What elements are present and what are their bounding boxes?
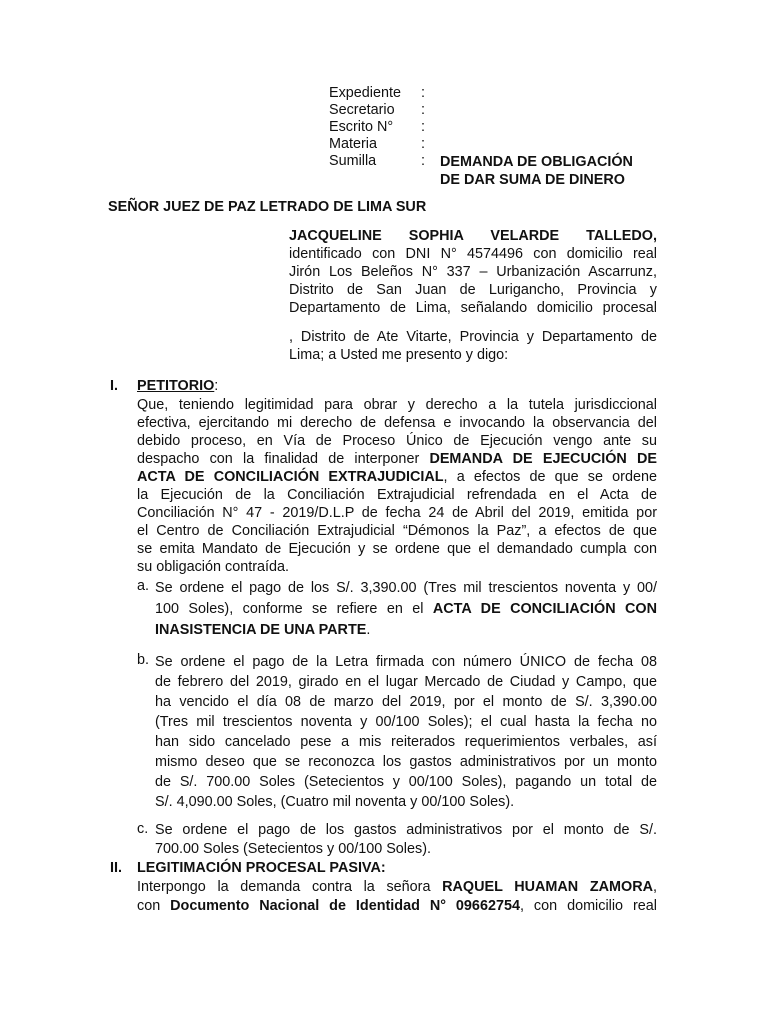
- header-colon: :: [421, 102, 425, 118]
- bold-run: RAQUEL HUAMAN ZAMORA: [442, 879, 653, 895]
- plaintiff-line: identificado con DNI N° 4574496 con domicilio real: [289, 246, 657, 262]
- text-run: 100 Soles), conforme se refiere en el: [155, 601, 433, 617]
- item-line: mismo deseo que se reconozca los gastos administrativos por un monto: [155, 754, 657, 770]
- bold-run: DEMANDA DE EJECUCIÓN DE: [429, 451, 657, 467]
- section-2-title: LEGITIMACIÓN PROCESAL PASIVA:: [137, 860, 386, 876]
- bold-run: INASISTENCIA DE UNA PARTE: [155, 622, 367, 638]
- item-c-letter: c.: [137, 821, 149, 837]
- plaintiff-line: Departamento de Lima, señalando domicilio procesal: [289, 300, 657, 316]
- paragraph-line: se emita Mandato de Ejecución y se ordene que el demandado cumpla con: [137, 541, 657, 557]
- item-line: ha vencido el día 08 de marzo del 2019, por el monto de S/. 3,390.00: [155, 694, 657, 710]
- text-run: despacho con la finalidad de interponer: [137, 451, 430, 467]
- header-label: Escrito N°: [329, 119, 394, 135]
- bold-run: Documento Nacional de Identidad N° 09662754: [170, 898, 520, 914]
- item-b-letter: b.: [137, 652, 150, 668]
- section-1-colon: :: [214, 378, 219, 394]
- section-1-title: PETITORIO: [137, 378, 215, 394]
- plaintiff-name: JACQUELINE SOPHIA VELARDE TALLEDO,: [289, 228, 657, 244]
- item-line: S/. 4,090.00 Soles, (Cuatro mil noventa y 00/100 Soles).: [155, 794, 515, 810]
- item-line: de S/. 700.00 Soles (Setecientos y 00/100 Soles), pagando un total de: [155, 774, 657, 790]
- section-1-number: I.: [110, 378, 118, 394]
- item-line: 700.00 Soles (Setecientos y 00/100 Soles).: [155, 841, 431, 857]
- section-1-heading: [137, 378, 218, 394]
- header-label: Materia: [329, 136, 377, 152]
- header-colon: :: [421, 85, 425, 101]
- paragraph-line: [137, 878, 657, 897]
- item-line: (Tres mil trescientos noventa y 00/100 Soles); el cual hasta la fecha no: [155, 714, 657, 730]
- item-line: Se ordene el pago de los gastos administrativos por el monto de S/.: [155, 822, 657, 838]
- text-run: con: [137, 898, 171, 914]
- item-a-letter: a.: [137, 578, 150, 594]
- plaintiff-block-2: [289, 328, 657, 364]
- plaintiff-line: Lima; a Usted me presento y digo:: [289, 347, 509, 363]
- item-line: han sido cancelado pese a mis reiterados requerimientos verbales, así: [155, 734, 657, 750]
- plaintiff-line: , Distrito de Ate Vitarte, Provincia y Departamento de: [289, 329, 657, 345]
- header-colon: :: [421, 119, 425, 135]
- item-line: Se ordene el pago de la Letra firmada con número ÚNICO de fecha 08: [155, 654, 657, 670]
- addressee: SEÑOR JUEZ DE PAZ LETRADO DE LIMA SUR: [108, 199, 427, 215]
- item-line: Se ordene el pago de los S/. 3,390.00 (Tres mil trescientos noventa y 00/: [155, 580, 657, 596]
- plaintiff-line: Jirón Los Beleños N° 337 – Urbanización Ascarrunz,: [289, 264, 657, 280]
- text-run: ,: [652, 879, 657, 895]
- item-a: [155, 578, 657, 641]
- item-line: [155, 599, 657, 620]
- legitimacion-paragraph: [137, 878, 657, 916]
- paragraph-line: la Ejecución de la Conciliación Extrajudicial refrendada en el Acta de: [137, 487, 657, 503]
- paragraph-line: [137, 897, 657, 916]
- sumilla-line: DEMANDA DE OBLIGACIÓN: [440, 154, 633, 170]
- item-line: de febrero del 2019, girado en el lugar Mercado de Ciudad y Campo, que: [155, 674, 657, 690]
- paragraph-line: Que, teniendo legitimidad para obrar y derecho a la tutela jurisdiccional: [137, 397, 657, 413]
- sumilla-value: [440, 153, 660, 189]
- paragraph-line: su obligación contraída.: [137, 559, 290, 575]
- petitorio-paragraph: [137, 396, 657, 576]
- sumilla-line: DE DAR SUMA DE DINERO: [440, 172, 625, 188]
- paragraph-line: [137, 468, 657, 486]
- paragraph-line: Conciliación N° 47 - 2019/D.L.P de fecha 24 de Abril del 2019, emitida por: [137, 505, 657, 521]
- item-c: [155, 821, 657, 859]
- paragraph-line: el Centro de Conciliación Extrajudicial “Démonos la Paz”, a efectos de que: [137, 523, 657, 539]
- header-label: Sumilla: [329, 153, 377, 169]
- bold-run: ACTA DE CONCILIACIÓN EXTRAJUDICIAL: [137, 469, 444, 485]
- item-b: [155, 652, 657, 812]
- bold-run: ACTA DE CONCILIACIÓN CON: [432, 601, 657, 617]
- plaintiff-line: Distrito de San Juan de Lurigancho, Provincia y: [289, 282, 657, 298]
- header-colon: :: [421, 136, 425, 152]
- text-run: .: [366, 622, 371, 638]
- paragraph-line: [137, 450, 657, 468]
- item-line: [155, 620, 657, 641]
- text-run: , a efectos de que se ordene: [443, 469, 657, 485]
- header-label: Expediente: [329, 85, 402, 101]
- section-2-number: II.: [110, 860, 122, 876]
- text-run: Interpongo la demanda contra la señora: [137, 879, 443, 895]
- plaintiff-block: [289, 227, 657, 317]
- header-label: Secretario: [329, 102, 395, 118]
- paragraph-line: efectiva, ejercitando mi derecho de defensa e invocando la observancia del: [137, 415, 657, 431]
- paragraph-line: debido proceso, en Vía de Proceso Único de Ejecución vengo ante su: [137, 433, 657, 449]
- header-colon: :: [421, 153, 425, 169]
- text-run: , con domicilio real: [519, 898, 657, 914]
